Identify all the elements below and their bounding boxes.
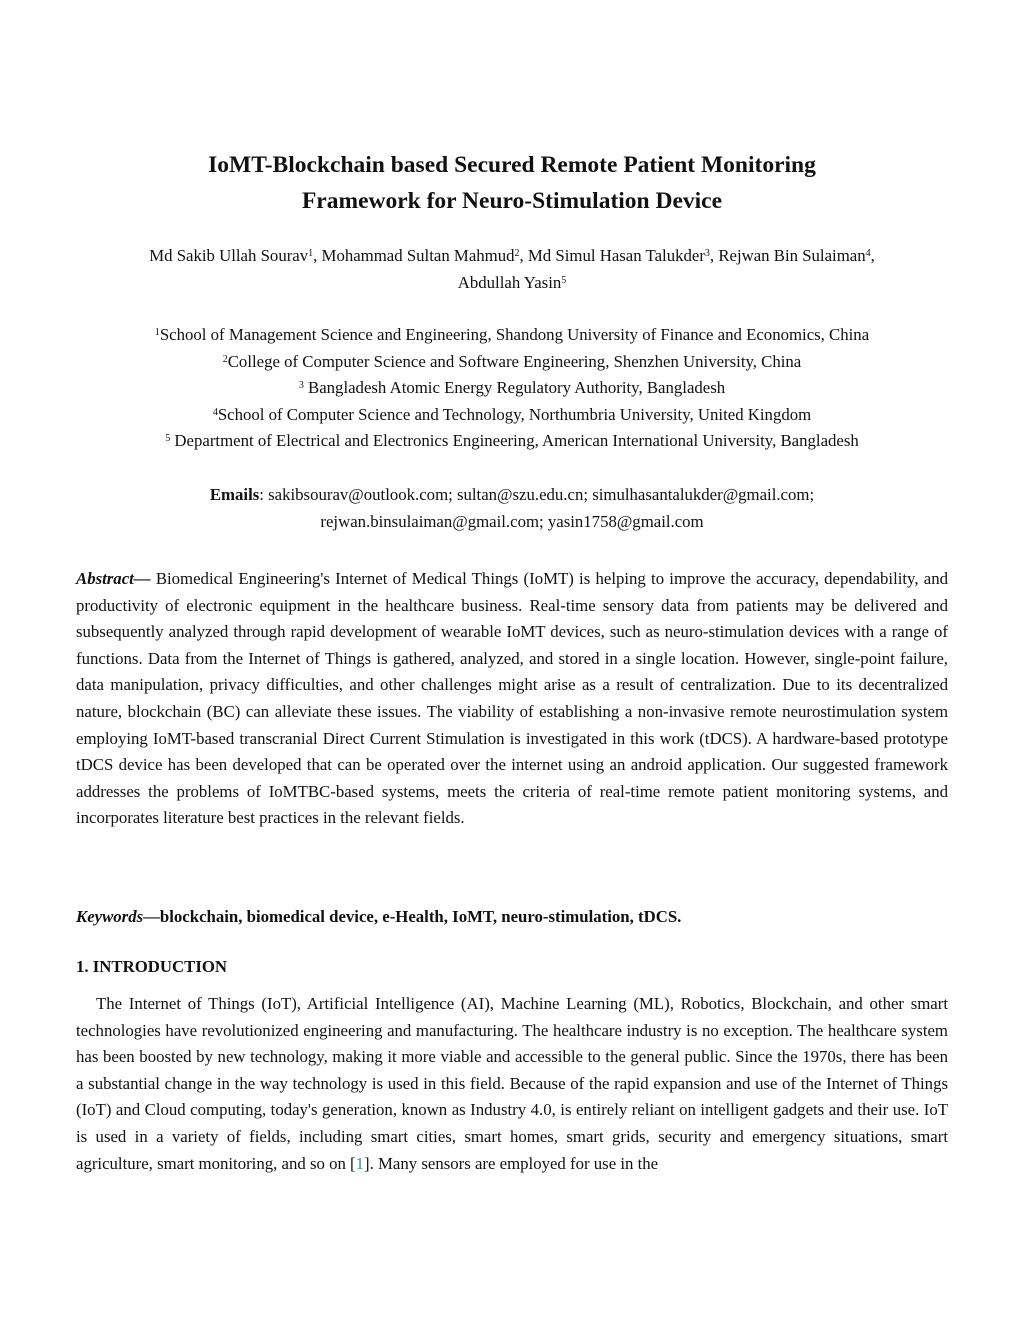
title-line-1: IoMT-Blockchain based Secured Remote Patient Monitoring <box>208 152 816 178</box>
affiliation-text: Department of Electrical and Electronics Engineering, American International University, Bangladesh <box>170 431 859 450</box>
intro-text-continued: ]. Many sensors are employed for use in the <box>364 1153 659 1173</box>
affiliation <box>76 428 948 455</box>
keywords <box>76 904 948 930</box>
keywords-text: —blockchain, biomedical device, e-Health, IoMT, neuro-stimulation, tDCS. <box>143 907 682 926</box>
affiliation <box>76 402 948 429</box>
emails-line-1: : sakibsourav@outlook.com; sultan@szu.edu.cn; simulhasantalukder@gmail.com; <box>259 485 815 504</box>
affiliation-text: School of Management Science and Engineering, Shandong University of Finance and Economics, China <box>159 325 870 344</box>
keywords-label: Keywords <box>76 907 144 926</box>
abstract-label: Abstract— <box>76 569 151 588</box>
affiliation-text: Bangladesh Atomic Energy Regulatory Authority, Bangladesh <box>303 378 726 397</box>
affiliation-text: College of Computer Science and Software Engineering, Shenzhen University, China <box>227 351 802 371</box>
affiliation-list <box>76 322 948 455</box>
author-name: Md Sakib Ullah Sourav <box>149 246 309 265</box>
affiliation <box>76 322 948 349</box>
affiliation-sup: 1 <box>154 327 160 338</box>
affiliation-sup: 5 <box>165 433 171 444</box>
author-name: Md Simul Hasan Talukder <box>527 246 705 265</box>
emails-block <box>76 481 948 535</box>
title-line-2: Framework for Neuro-Stimulation Device <box>301 188 723 214</box>
introduction-paragraph <box>76 991 948 1177</box>
affiliation-sup: 2 <box>222 353 228 365</box>
author-name: Mohammad Sultan Mahmud <box>321 246 515 265</box>
abstract-text: Biomedical Engineering's Internet of Medical Things (IoMT) is helping to improve the accuracy, dependability, and productivity of electronic equipment in the healthcare business. Real-time sensory data from patients may be delivered and subsequently analyzed through rapid development of wearable IoMT devices, such as neuro-stimulation devices with a range of functions. Data from the Internet of Things is gathered, analyzed, and stored in a single location. However, single-point failure, data manipulation, privacy difficulties, and other challenges might arise as a result of centralization. Due to its decentralized nature, blockchain (BC) can alleviate these issues. The viability of establishing a non-invasive remote neurostimulation system employing IoMT-based transcranial Direct Current Stimulation is investigated in this work (tDCS). A hardware-based prototype tDCS device has been developed that can be operated over the internet using an android application. Our suggested framework addresses the problems of IoMTBC-based systems, meets the criteria of real-time remote patient monitoring systems, and incorporates literature best practices in the relevant fields. <box>76 569 948 828</box>
intro-text: The Internet of Things (IoT), Artificial Intelligence (AI), Machine Learning (ML), Robotics, Blockchain, and other smart technologies have revolutionized engineering and manufacturing. The healthcare industry is no exception. The healthcare system has been boosted by new technology, making it more viable and accessible to the general public. Since the 1970s, there has been a substantial change in the way technology is used in this field. Because of the rapid expansion and use of the Internet of Things (IoT) and Cloud computing, today's generation, known as Industry 4.0, is entirely reliant on intelligent gadgets and their use. IoT is used in a variety of fields, including smart cities, smart homes, smart grids, security and emergency situations, smart agriculture, smart monitoring, and so on [ <box>76 994 948 1173</box>
author-name: Rejwan Bin Sulaiman <box>718 246 866 265</box>
affiliation <box>76 349 948 376</box>
affiliation-text: School of Computer Science and Technology, Northumbria University, United Kingdom <box>217 404 812 424</box>
emails-line-2: rejwan.binsulaiman@gmail.com; yasin1758@gmail.com <box>320 512 704 531</box>
author-sup: 3 <box>704 248 710 259</box>
affiliation-sup: 4 <box>212 406 218 418</box>
affiliation-sup: 3 <box>298 380 304 391</box>
citation-link[interactable]: 1 <box>355 1153 365 1173</box>
abstract <box>76 566 948 832</box>
author-sup: 4 <box>865 248 871 259</box>
author-list: Md Sakib Ullah Sourav$^1$, Mohammad Sultan Mahmud$^2$, Md Simul Hasan Talukder$^3$, Rejwan Bin Sulaiman$^4$, Abdullah Yasin$^5$ <box>149 246 875 292</box>
section-heading-introduction: 1. INTRODUCTION <box>76 957 228 976</box>
author-sup: 2 <box>514 248 520 259</box>
emails-label: Emails <box>209 485 260 504</box>
author-sup: 5 <box>561 275 567 286</box>
paper-title <box>76 147 948 219</box>
affiliation <box>76 375 948 402</box>
author-name: Abdullah Yasin <box>457 273 562 292</box>
author-sup: 1 <box>308 248 314 259</box>
